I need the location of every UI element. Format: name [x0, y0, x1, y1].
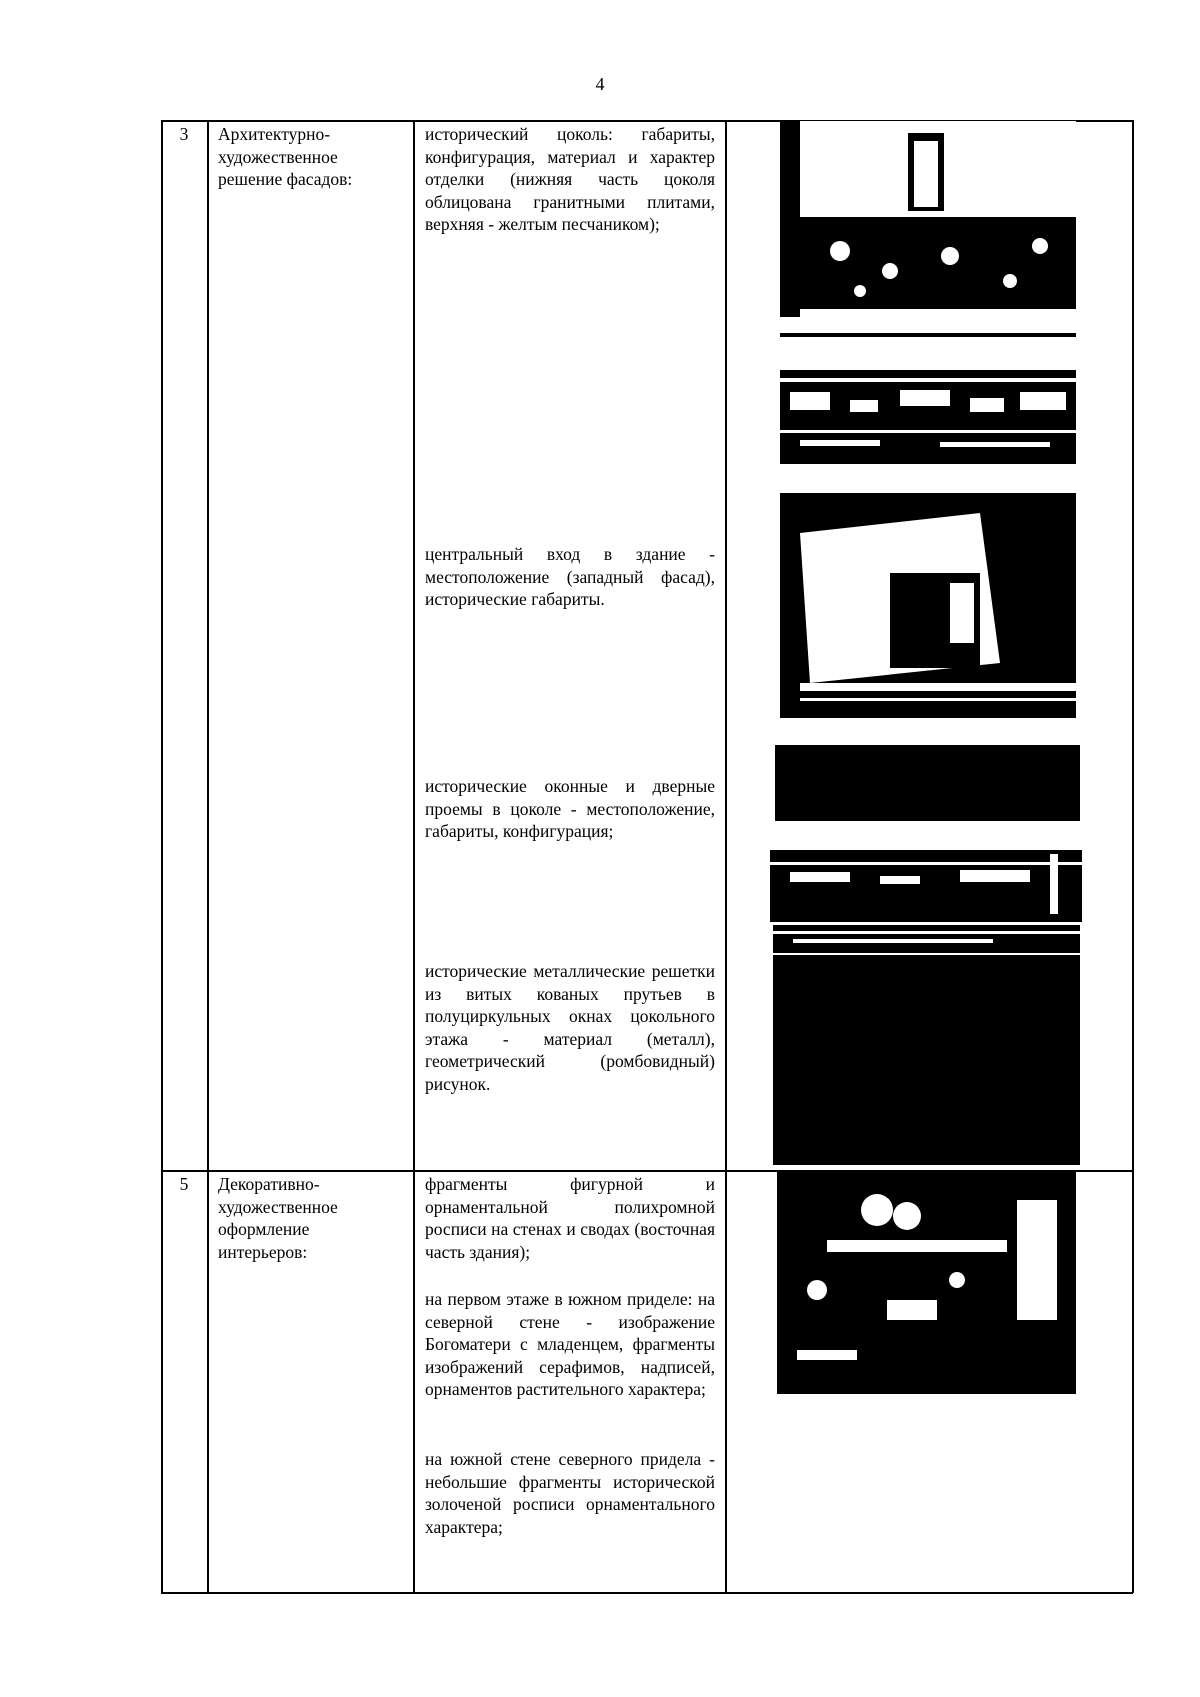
row-title: Архитектурно-художественное решение фасадов:	[218, 124, 353, 189]
interior-painting-photo	[777, 1170, 1076, 1394]
row-item: на первом этаже в южном приделе: на северной стене - изображение Богоматери с младенцем, фрагменты изображений серафимов, надписей, орнаментов растительного характера;	[425, 1289, 715, 1399]
row-item: исторические металлические решетки из витых кованых прутьев в полуциркульных окнах цокольного этажа - материал (металл), геометрический (ромбовидный) рисунок.	[425, 961, 715, 1094]
page-number: 4	[595, 74, 605, 94]
window-photo-top	[775, 745, 1080, 821]
table-border-left	[161, 120, 163, 1593]
facade-photo-strip	[780, 370, 1076, 464]
table-col-divider-1	[207, 120, 209, 1593]
row-item: на южной стене северного придела - небольшие фрагменты исторической золоченой росписи орнаментального характера;	[425, 1449, 715, 1537]
table-col-divider-2	[413, 120, 415, 1593]
row-number: 3	[179, 124, 189, 144]
row-item: фрагменты фигурной и орнаментальной полихромной росписи на стенах и сводах (восточная часть здания);	[425, 1174, 715, 1262]
row-item: исторический цоколь: габариты, конфигурация, материал и характер отделки (нижняя часть цоколя облицована гранитными плитами, верхняя - желтым песчаником);	[425, 124, 715, 234]
row-item: исторические оконные и дверные проемы в цоколе - местоположение, габариты, конфигурация;	[425, 776, 715, 841]
table-col-divider-3	[725, 120, 727, 1593]
facade-photo-plinth	[780, 121, 1076, 342]
window-photo-middle	[770, 850, 1082, 922]
table-border-right	[1132, 120, 1134, 1593]
entrance-photo	[780, 493, 1076, 718]
table-border-bottom	[161, 1592, 1133, 1594]
grille-photo	[773, 925, 1080, 1165]
row-item: центральный вход в здание - местоположение (западный фасад), исторические габариты.	[425, 544, 715, 609]
row-title: Декоративно-художественное оформление интерьеров:	[218, 1174, 338, 1262]
row-number: 5	[179, 1174, 189, 1194]
